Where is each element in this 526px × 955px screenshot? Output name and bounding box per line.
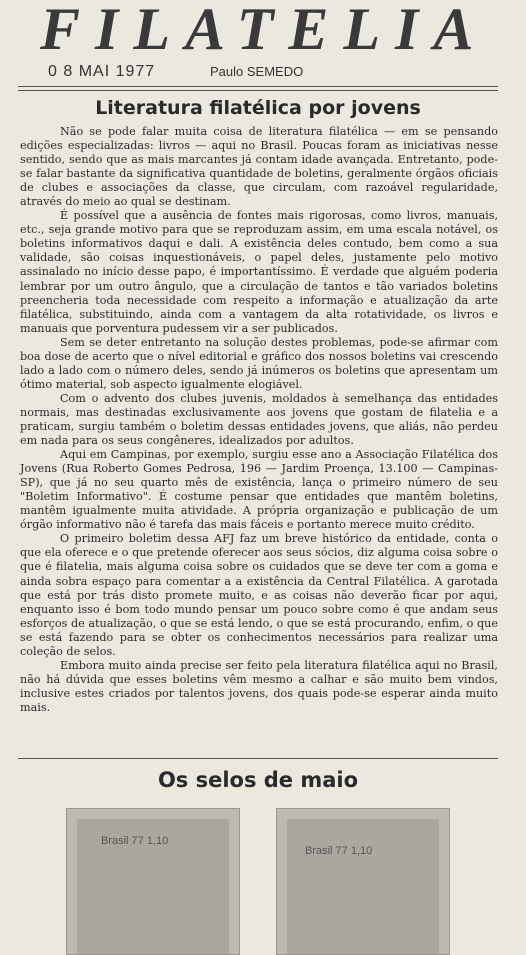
stamp-label: Brasil 77 1,10 [101,835,169,847]
stamp-image [66,808,240,955]
paragraph: Aqui em Campinas, por exemplo, surgiu esse ano a Associação Filatélica dos Jovens (Rua Roberto Gomes Pedrosa, 196 — Jardim Proença, 13.100 — Campinas-SP), que já no seu quarto mês de existência, lança o primeiro número de seu "Boletim Informativo". É costume pensar que entidades que mantêm boletins, mantêm igualmente muita atividade. A própria organização e publicação de um órgão informativo não é tarefa das mais fáceis e portanto merece muito crédito. [20,448,498,532]
top-rule [18,86,498,87]
stamp-image [276,808,450,955]
paragraph: O primeiro boletim dessa AFJ faz um breve histórico da entidade, conta o que ela oferece e o que pretende oferecer aos seus sócios, diz alguma coisa sobre o que é filatelia, mais alguma coisa sobre os cuidados que se deve ter com a goma e ainda sobra espaço para comentar a a existência da Central Filatélica. A garotada que está por trás disto promete muito, e as coisas não deverão ficar por aqui, enquanto isso é bom todo mundo pensar um pouco sobre como é que andam seus esforços de atualização, o que se está lendo, o que se está procurando, enfim, o que se está fazendo para se obter os conhecimentos necessários para realizar uma coleção de selos. [20,532,498,658]
stamp-label: Brasil 77 1,10 [305,845,373,857]
section-divider [18,758,498,759]
paragraph: É possível que a ausência de fontes mais rigorosas, como livros, manuais, etc., seja grande motivo para que se reproduzam assim, em uma escala notável, os boletins informativos daqui e dali. A existência deles contudo, bem como a sua validade, são coisas inquestionáveis, o papel deles, justamente pelo motivo assinalado no início desse papo, é importantíssimo. É verdade que alguém poderia lembrar por um outro ângulo, que a circulação de tantos e tão variados boletins preencheria toda necessidade com respeito a informação e atualização da arte filatélica, substituindo, ainda com a vantagem da alta rotatividade, os livros e manuais que porventura pudessem vir a ser publicados. [20,209,498,335]
section-heading: Os selos de maio [157,768,359,792]
article-body [20,125,498,715]
section-title: FILATELIA [40,0,489,62]
paragraph: Com o advento dos clubes juvenis, moldados à semelhança das entidades normais, mas destinadas exclusivamente aos jovens que gostam de filatelia e a praticam, surgiu também o boletim dessas entidades jovens, que aliás, não perdeu em nada para os seus congêneres, idealizados por adultos. [20,391,498,448]
paragraph: Não se pode falar muita coisa de literatura filatélica — em se pensando edições especializadas: livros — aqui no Brasil. Poucas foram as iniciativas nesse sentido, sendo que as mais marcantes já contam idade avançada. Entretanto, pode-se falar bastante da significativa quantidade de boletins, geralmente órgãos oficiais de clubes e associações da classe, que circulam, com razoável regularidade, através do meio ao qual se destinam. [20,125,498,209]
top-rule-thin [18,90,498,91]
paragraph: Embora muito ainda precise ser feito pela literatura filatélica aqui no Brasil, não há dúvida que esses boletins vêm mesmo a calhar e são muito bem vindos, inclusive estes criados por talentos jovens, dos quais pode-se esperar ainda muito mais. [20,658,498,714]
stamp-face [287,819,439,954]
author-name: Paulo SEMEDO [210,64,304,79]
paragraph: Sem se deter entretanto na solução destes problemas, pode-se afirmar com boa dose de acerto que o nível editorial e gráfico dos nossos boletins vai crescendo lado a lado com o número deles, sendo já inúmeros os boletins que apresentam um ótimo material, sob aspecto igualmente elogiável. [20,335,498,391]
article-title: Literatura filatélica por jovens [95,97,421,119]
publication-date: 0 8 MAI 1977 [48,63,156,80]
